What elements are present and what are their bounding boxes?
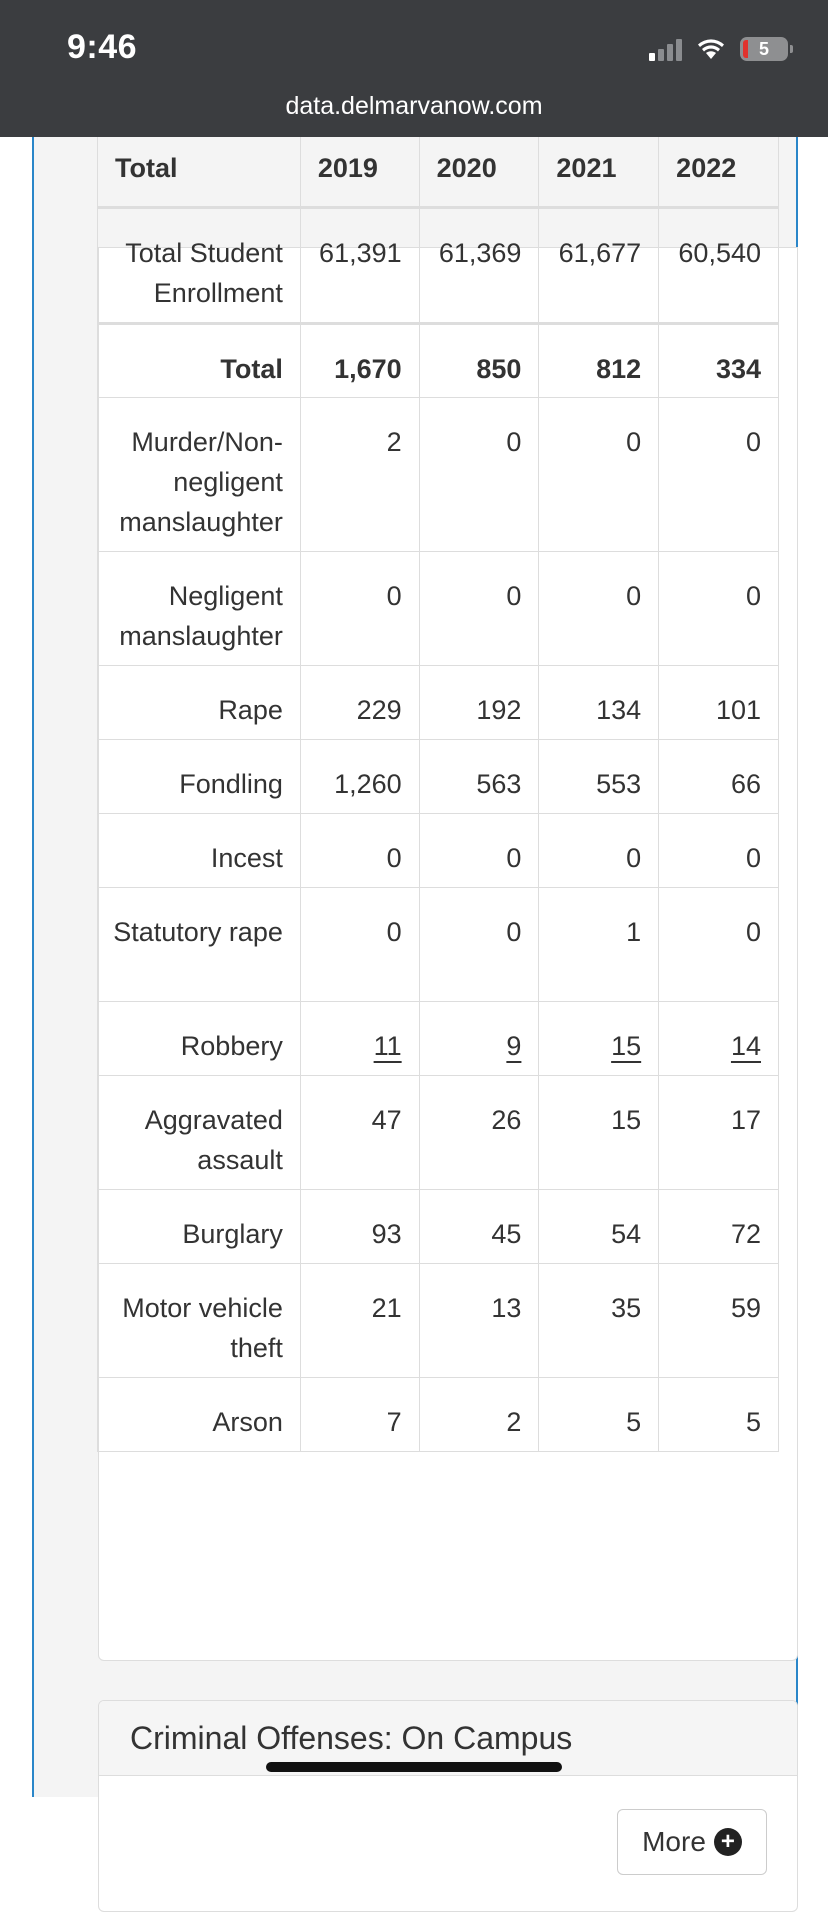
table-row [98,814,779,888]
table-cell: 0 [659,814,779,888]
row-label: Robbery [98,1002,301,1076]
row-label: Motor vehicle theft [98,1264,301,1378]
table-row [98,398,779,552]
table-row [98,1190,779,1264]
row-label: Aggravated assault [98,1076,301,1190]
table-cell: 0 [539,398,659,552]
plus-circle-icon: + [714,1828,742,1856]
table-cell: 26 [419,1076,539,1190]
table-cell: 812 [539,324,659,398]
row-label: Burglary [98,1190,301,1264]
table-cell: 60,540 [659,208,779,324]
table-cell: 0 [659,888,779,1002]
table-row [98,1076,779,1190]
column-header: 2020 [419,101,539,208]
table-cell [539,1002,659,1076]
table-cell: 1 [539,888,659,1002]
table-cell: 0 [419,398,539,552]
table-cell: 21 [300,1264,419,1378]
table-row [98,1264,779,1378]
row-label: Total Student Enrollment [98,208,301,324]
row-label: Fondling [98,740,301,814]
table-cell: 2 [419,1378,539,1452]
table-cell: 17 [659,1076,779,1190]
table-cell: 59 [659,1264,779,1378]
section-panel [98,1700,798,1912]
table-cell: 61,677 [539,208,659,324]
table-cell: 61,369 [419,208,539,324]
column-header: 2021 [539,101,659,208]
table-cell: 0 [300,814,419,888]
table-row [98,740,779,814]
table-scroll-area[interactable] [97,100,779,1452]
cell-link[interactable]: 14 [730,1031,761,1061]
column-header: 2019 [300,101,419,208]
table-row [98,552,779,666]
table-cell: 0 [659,398,779,552]
row-label: Statutory rape [98,888,301,1002]
table-cell: 0 [659,552,779,666]
address-bar[interactable]: data.delmarvanow.com [285,92,543,120]
table-cell: 45 [419,1190,539,1264]
table-cell: 192 [419,666,539,740]
table-cell: 15 [539,1076,659,1190]
battery-icon [740,37,788,61]
table-cell: 0 [419,888,539,1002]
section-title: Criminal Offenses: On Campus [99,1701,797,1776]
table-cell [419,1002,539,1076]
table-cell: 229 [300,666,419,740]
battery-level: 5 [758,38,769,59]
more-button-label: More [642,1826,706,1857]
table-cell: 72 [659,1190,779,1264]
offenses-table [97,100,779,1452]
table-cell: 1,670 [300,324,419,398]
table-cell: 134 [539,666,659,740]
cell-link[interactable]: 15 [611,1031,642,1061]
table-cell: 2 [300,398,419,552]
table-cell: 563 [419,740,539,814]
table-cell: 61,391 [300,208,419,324]
table-cell: 0 [419,814,539,888]
table-cell: 54 [539,1190,659,1264]
cellular-signal-icon [649,37,682,61]
table-cell: 553 [539,740,659,814]
column-header: 2022 [659,101,779,208]
home-indicator [266,1762,562,1772]
status-icons [649,34,788,64]
table-cell: 5 [659,1378,779,1452]
table-cell: 850 [419,324,539,398]
table-body [98,208,779,1452]
table-row [98,324,779,398]
table-cell: 334 [659,324,779,398]
table-row [98,888,779,1002]
table-row [98,1002,779,1076]
cell-link[interactable]: 9 [506,1031,522,1061]
table-cell: 0 [419,552,539,666]
table-row [98,666,779,740]
table-cell: 0 [539,552,659,666]
row-label: Rape [98,666,301,740]
table-cell [659,1002,779,1076]
row-label: Total [98,324,301,398]
status-bar [0,0,828,137]
row-label: Negligent manslaughter [98,552,301,666]
table-cell: 66 [659,740,779,814]
table-cell: 13 [419,1264,539,1378]
row-label: Incest [98,814,301,888]
table-cell: 7 [300,1378,419,1452]
table-row [98,1378,779,1452]
cell-link[interactable]: 11 [373,1031,402,1061]
clock: 9:46 [67,28,138,66]
table-cell: 93 [300,1190,419,1264]
table-cell: 0 [539,814,659,888]
table-cell: 1,260 [300,740,419,814]
table-cell: 5 [539,1378,659,1452]
wifi-icon [696,37,726,61]
table-cell [300,1002,419,1076]
table-row [98,208,779,324]
table-cell: 101 [659,666,779,740]
table-cell: 0 [300,552,419,666]
column-header-label: Total [115,153,178,183]
more-button[interactable] [617,1809,767,1875]
row-label: Murder/Non-negligent manslaughter [98,398,301,552]
row-label: Arson [98,1378,301,1452]
table-cell: 0 [300,888,419,1002]
table-cell: 47 [300,1076,419,1190]
table-cell: 35 [539,1264,659,1378]
